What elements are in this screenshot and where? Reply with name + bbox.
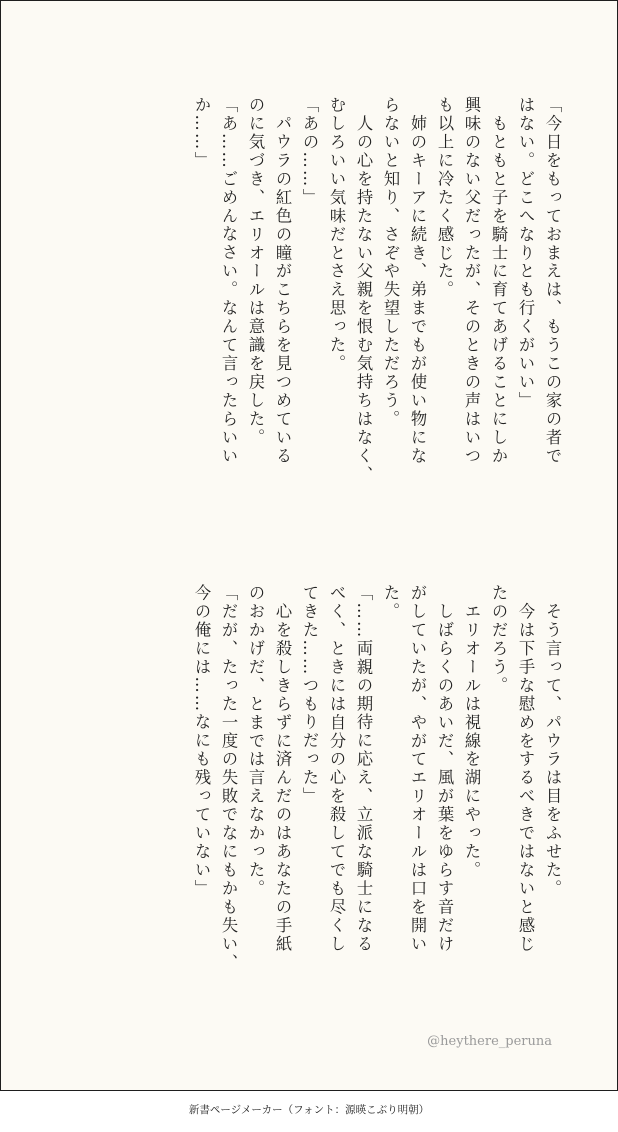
- text-column: 「今日をもっておまえは、もうこの家の者で: [543, 96, 562, 466]
- text-column: らないと知り、さぞや失望しただろう。: [381, 96, 400, 429]
- text-column: 興味のない父だったが、そのときの声はいつ: [462, 96, 481, 466]
- author-handle: @heythere_peruna: [427, 1034, 552, 1049]
- text-column: エリオールは視線を湖にやった。: [462, 584, 481, 880]
- text-column: がしていたが、やがてエリオールは口を開い: [408, 584, 427, 954]
- text-column: 今の俺には……なにも残っていない」: [192, 584, 211, 899]
- text-column: しばらくのあいだ、風が葉をゆらす音だけ: [435, 584, 454, 954]
- text-column: も以上に冷たく感じた。: [435, 96, 454, 300]
- text-column: もともと子を騎士に育てあげることにしか: [489, 96, 508, 466]
- text-column: 人の心を持たない父親を恨む気持ちはなく、: [354, 96, 373, 485]
- text-column: た。: [381, 584, 400, 621]
- text-column: 姉のキーアに続き、弟までもが使い物にな: [408, 96, 427, 466]
- text-column: パウラの紅色の瞳がこちらを見つめている: [273, 96, 292, 466]
- text-column: のに気づき、エリオールは意識を戻した。: [246, 96, 265, 448]
- text-column: 心を殺しきらずに済んだのはあなたの手紙: [273, 584, 292, 954]
- text-block-upper: [188, 96, 566, 516]
- text-column: てきた……つもりだった」: [300, 584, 319, 806]
- text-column: べく、ときには自分の心を殺してでも尽くし: [327, 584, 346, 954]
- text-column: のおかげだ、とまでは言えなかった。: [246, 584, 265, 899]
- text-column: 「あ……ごめんなさい。なんて言ったらいい: [219, 96, 238, 466]
- text-column: はない。どこへなりとも行くがいい」: [516, 96, 535, 411]
- text-column: そう言って、パウラは目をふせた。: [543, 584, 562, 899]
- text-column: 今は下手な慰めをするべきではないと感じ: [516, 584, 535, 954]
- text-column: 「あの……」: [300, 96, 319, 207]
- text-column: むしろいい気味だとさえ思った。: [327, 96, 346, 374]
- generator-caption: 新書ページメーカー（フォント：源暎こぶり明朝）: [188, 1104, 430, 1116]
- text-column: 「……両親の期待に応え、立派な騎士になる: [354, 584, 373, 954]
- text-column: たのだろう。: [489, 584, 508, 695]
- text-column: 「だが、たった一度の失敗でなにもかも失い、: [219, 584, 238, 973]
- text-column: か……」: [192, 96, 211, 170]
- text-block-lower: [188, 584, 566, 1004]
